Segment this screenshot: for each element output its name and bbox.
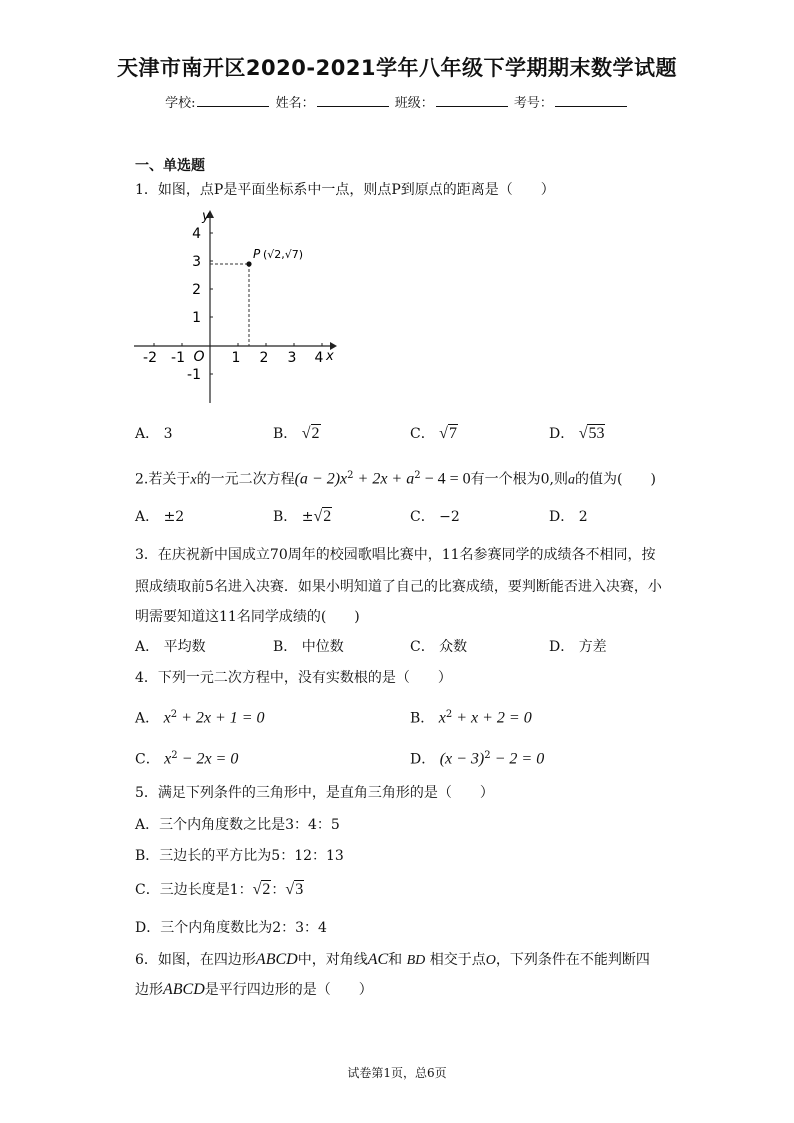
x-tick-label: 4: [314, 350, 324, 366]
class-label: 班级：: [394, 96, 434, 111]
q1-coordinate-figure: [130, 208, 345, 408]
q1-option-c: C． √7: [410, 425, 457, 442]
q5-stem: 5．满足下列条件的三角形中，是直角三角形的是（ ）: [135, 785, 494, 801]
page-title: 天津市南开区2020-2021学年八年级下学期期末数学试题: [116, 56, 678, 80]
school-blank[interactable]: [197, 94, 269, 107]
q1-option-b: B． √2: [273, 425, 320, 442]
q5-option-b: B．三边长的平方比为5：12：13: [135, 848, 344, 864]
class-blank[interactable]: [436, 94, 508, 107]
q4-option-a: A． $x^2 + 2x + 1 = 0$: [135, 709, 265, 727]
q6-stem-line-2: 边形ABCD是平行四边形的是（ ）: [135, 981, 373, 998]
q5-option-c: C．三边长度是1：√2：√3: [135, 881, 304, 898]
page-footer: 试卷第1页，总6页: [347, 1066, 447, 1080]
q5-option-a: A．三个内角度数之比是3：4：5: [135, 817, 340, 833]
q2-stem: 2.若关于x的一元二次方程$(a - 2)x^2 + 2x + a^2 - 4 = 0$有一个根为0,则a的值为( ): [135, 470, 656, 488]
q3-stem-line-2: 照成绩取前5名进入决赛．如果小明知道了自己的比赛成绩，要判断能否进入决赛，小: [135, 579, 662, 595]
y-tick-label: -1: [187, 367, 201, 383]
point-p-label: P: [253, 247, 261, 261]
y-tick-label: 2: [192, 282, 201, 298]
x-tick-label: -1: [171, 350, 185, 366]
name-label: 姓名：: [275, 96, 315, 111]
x-tick-label: 2: [259, 350, 269, 366]
y-axis-label: y: [202, 209, 210, 224]
q2-option-c: C． −2: [410, 509, 460, 525]
q3-stem-line-3: 明需要知道这11名同学成绩的( ): [135, 609, 360, 625]
q5-option-d: D．三个内角度数比为2：3：4: [135, 920, 327, 936]
q4-option-b: B． $x^2 + x + 2 = 0$: [410, 709, 532, 727]
name-blank[interactable]: [317, 94, 389, 107]
section-heading: 一、单选题: [135, 158, 205, 174]
point-p: [246, 261, 251, 266]
q1-stem: 1．如图，点P是平面坐标系中一点，则点P到原点的距离是（ ）: [135, 182, 555, 198]
y-tick-label: 4: [192, 226, 201, 242]
x-axis-label: x: [326, 349, 334, 364]
y-tick-label: 3: [192, 254, 201, 270]
q4-option-c: C． $x^2 - 2x = 0$: [135, 750, 239, 768]
x-tick-label: -2: [143, 350, 157, 366]
student-info-line: [0, 92, 794, 111]
q3-stem-line-1: 3．在庆祝新中国成立70周年的校园歌唱比赛中，11名参赛同学的成绩各不相同，按: [135, 547, 656, 563]
exam-no-blank[interactable]: [555, 94, 627, 107]
q1-option-d: D． √53: [549, 425, 605, 442]
q4-option-d: D． $(x - 3)^2 - 2 = 0$: [410, 750, 545, 768]
school-label: 学校:: [165, 96, 196, 111]
point-p-coordinates: (√2,√7): [263, 248, 304, 261]
q3-option-d: D． 方差: [549, 639, 607, 655]
exam-no-label: 考号：: [513, 96, 553, 111]
q4-stem: 4．下列一元二次方程中，没有实数根的是（ ）: [135, 670, 452, 686]
q3-option-a: A． 平均数: [135, 639, 206, 655]
q3-option-c: C． 众数: [410, 639, 468, 655]
q6-stem-line-1: 6．如图，在四边形ABCD中，对角线AC和 BD 相交于点O，下列条件在不能判断四: [135, 951, 650, 968]
origin-label: O: [193, 349, 205, 365]
x-tick-label: 3: [287, 350, 297, 366]
q2-option-b: B． ±√2: [273, 508, 332, 525]
q1-option-a: A． 3: [135, 426, 173, 442]
y-tick-label: 1: [192, 310, 201, 326]
x-tick-label: 1: [231, 350, 241, 366]
q2-option-a: A． ±2: [135, 509, 185, 525]
q2-option-d: D． 2: [549, 509, 588, 525]
q3-option-b: B． 中位数: [273, 639, 344, 655]
